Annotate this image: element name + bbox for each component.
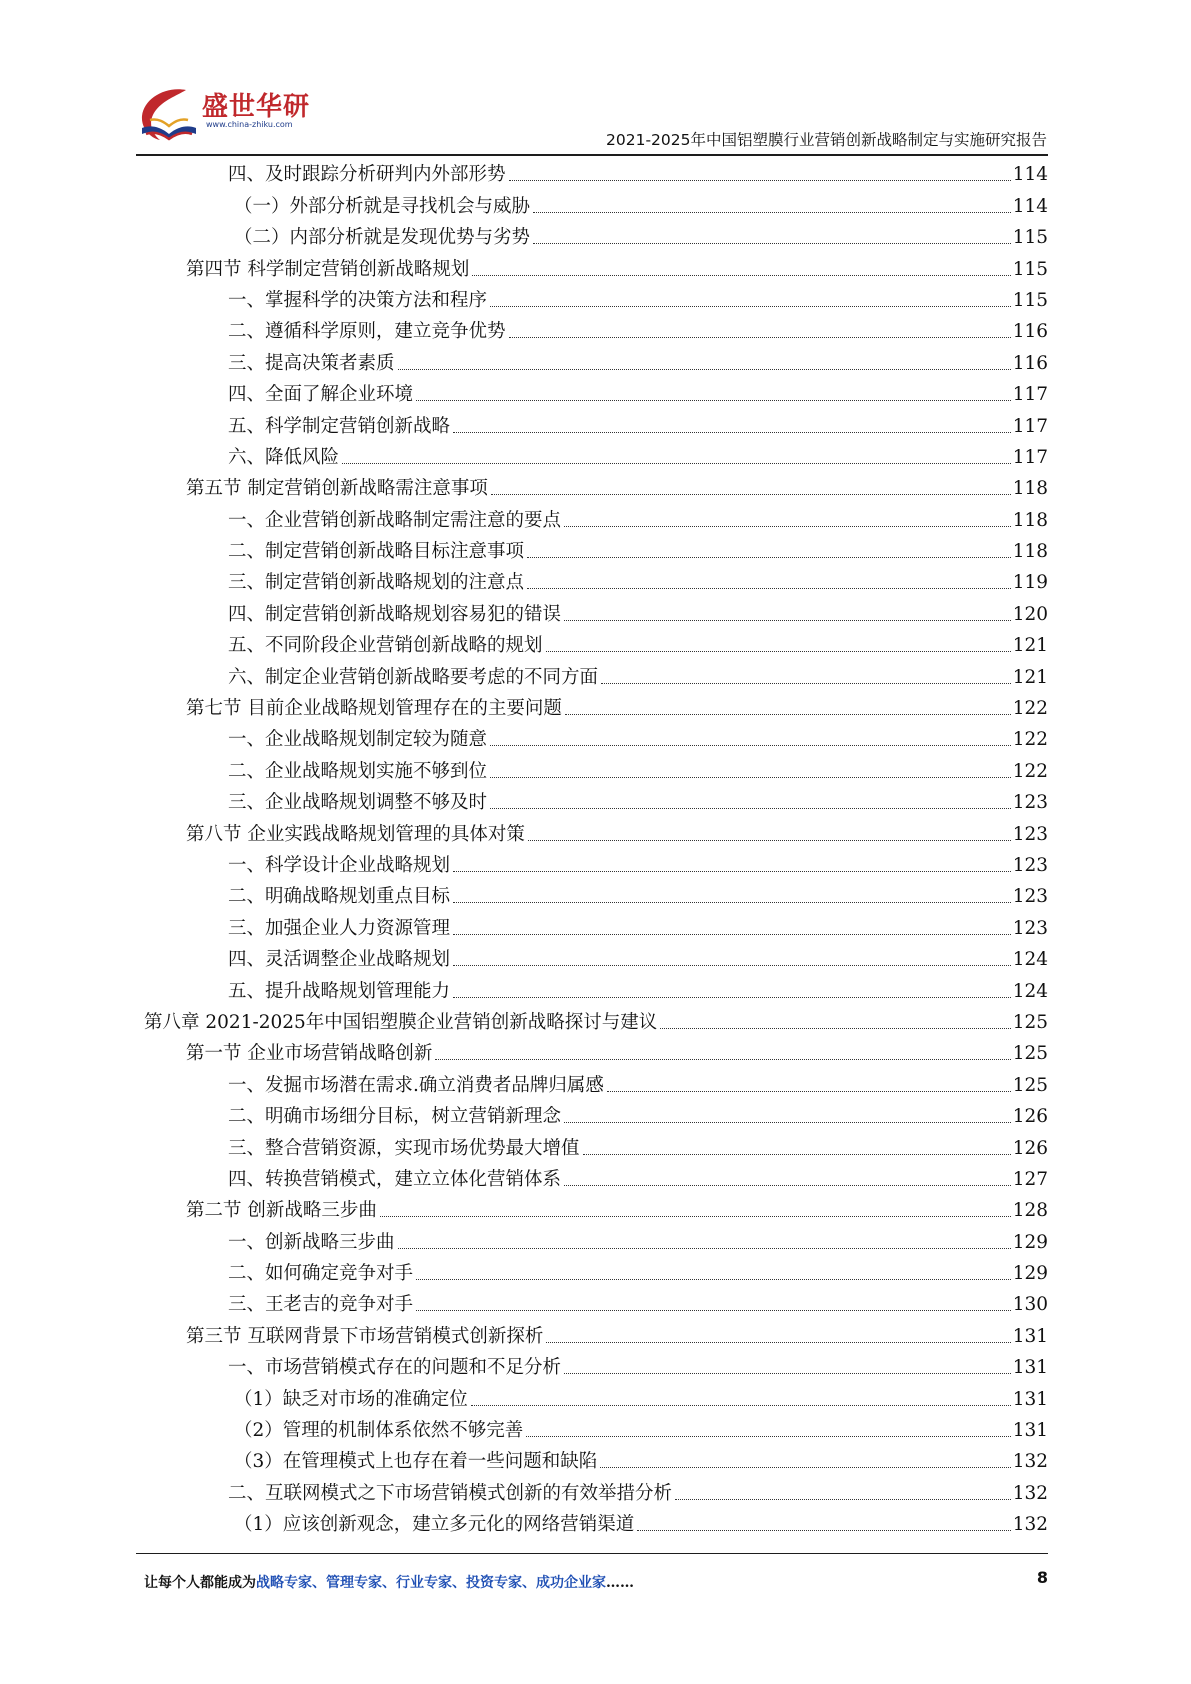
toc-entry-page: 130 <box>1012 1294 1048 1316</box>
toc-leader-dots <box>398 1248 1011 1249</box>
toc-entry-title: 三、企业战略规划调整不够及时 <box>228 792 488 814</box>
toc-entry-page: 124 <box>1012 980 1048 1002</box>
table-of-contents <box>144 159 1048 1540</box>
toc-entry-title: 二、如何确定竞争对手 <box>228 1263 414 1285</box>
toc-entry-title: 三、整合营销资源，实现市场优势最大增值 <box>228 1137 580 1159</box>
toc-entry-title: 一、市场营销模式存在的问题和不足分析 <box>228 1357 562 1379</box>
toc-entry-page: 128 <box>1012 1200 1048 1222</box>
toc-entry[interactable] <box>144 536 1048 567</box>
toc-leader-dots <box>453 997 1011 998</box>
logo-url: www.china-zhiku.com <box>206 120 293 129</box>
toc-entry-title: 四、全面了解企业环境 <box>228 384 414 406</box>
toc-entry-title: （一）外部分析就是寻找机会与威胁 <box>234 195 531 217</box>
toc-entry-page: 131 <box>1012 1388 1048 1410</box>
toc-entry[interactable] <box>144 850 1048 881</box>
toc-leader-dots <box>583 1154 1011 1155</box>
toc-entry-title: 第三节 互联网背景下市场营销模式创新探析 <box>186 1325 544 1347</box>
toc-entry-title: 一、发掘市场潜在需求.确立消费者品牌归属感 <box>228 1074 604 1096</box>
toc-entry-title: 三、提高决策者素质 <box>228 352 395 374</box>
toc-leader-dots <box>398 369 1011 370</box>
toc-entry[interactable] <box>144 818 1048 849</box>
toc-entry-title: 六、降低风险 <box>228 446 340 468</box>
toc-leader-dots <box>533 243 1011 244</box>
toc-entry-page: 123 <box>1012 886 1048 908</box>
toc-leader-dots <box>527 588 1011 589</box>
toc-leader-dots <box>472 275 1010 276</box>
toc-entry-page: 115 <box>1012 289 1048 311</box>
toc-entry-title: 二、明确战略规划重点目标 <box>228 886 451 908</box>
toc-entry[interactable] <box>144 316 1048 347</box>
toc-entry[interactable] <box>144 1320 1048 1351</box>
toc-leader-dots <box>453 902 1011 903</box>
toc-entry-page: 114 <box>1012 195 1048 217</box>
toc-entry-page: 131 <box>1012 1420 1048 1442</box>
toc-entry-title: 第二节 创新战略三步曲 <box>186 1200 377 1222</box>
toc-entry-page: 121 <box>1012 666 1048 688</box>
toc-entry-page: 129 <box>1012 1231 1048 1253</box>
slogan-suffix: …… <box>606 1575 634 1591</box>
toc-entry[interactable] <box>144 1352 1048 1383</box>
logo-emblem-icon <box>136 84 202 146</box>
logo-text: 盛世华研 <box>202 92 311 122</box>
toc-leader-dots <box>564 1122 1011 1123</box>
toc-entry[interactable] <box>144 1477 1048 1508</box>
toc-entry-page: 123 <box>1012 792 1048 814</box>
toc-entry-title: 三、加强企业人力资源管理 <box>228 917 451 939</box>
toc-leader-dots <box>564 1373 1011 1374</box>
toc-entry[interactable] <box>144 912 1048 943</box>
toc-leader-dots <box>342 463 1011 464</box>
toc-entry[interactable] <box>144 598 1048 629</box>
toc-leader-dots <box>453 965 1011 966</box>
toc-leader-dots <box>471 1405 1011 1406</box>
toc-entry-title: 一、企业战略规划制定较为随意 <box>228 729 488 751</box>
toc-leader-dots <box>416 1310 1011 1311</box>
toc-entry[interactable] <box>144 787 1048 818</box>
toc-entry-page: 115 <box>1012 227 1048 249</box>
toc-entry-title: 第五节 制定营销创新战略需注意事项 <box>186 478 488 500</box>
toc-entry-page: 121 <box>1012 635 1048 657</box>
toc-entry-page: 117 <box>1012 446 1048 468</box>
toc-entry-page: 118 <box>1012 541 1048 563</box>
toc-entry-page: 129 <box>1012 1263 1048 1285</box>
toc-entry[interactable] <box>144 285 1048 316</box>
toc-entry[interactable] <box>144 410 1048 441</box>
toc-entry-title: 第八章 2021-2025年中国铝塑膜企业营销创新战略探讨与建议 <box>144 1011 658 1033</box>
toc-leader-dots <box>565 714 1011 715</box>
toc-entry[interactable] <box>144 693 1048 724</box>
toc-entry[interactable] <box>144 1038 1048 1069</box>
toc-entry[interactable] <box>144 661 1048 692</box>
toc-entry-title: 二、明确市场细分目标，树立营销新理念 <box>228 1106 562 1128</box>
toc-entry-page: 131 <box>1012 1325 1048 1347</box>
toc-entry[interactable] <box>144 1132 1048 1163</box>
slogan-prefix: 让每个人都能成为 <box>144 1575 256 1591</box>
report-title: 2021-2025年中国铝塑膜行业营销创新战略制定与实施研究报告 <box>606 131 1047 149</box>
toc-leader-dots <box>416 1279 1011 1280</box>
toc-entry-title: 一、企业营销创新战略制定需注意的要点 <box>228 509 562 531</box>
toc-entry-title: 二、制定营销创新战略目标注意事项 <box>228 541 525 563</box>
toc-entry[interactable] <box>144 975 1048 1006</box>
toc-entry-title: 一、科学设计企业战略规划 <box>228 854 451 876</box>
toc-entry[interactable] <box>144 944 1048 975</box>
toc-entry-page: 117 <box>1012 384 1048 406</box>
toc-leader-dots <box>491 494 1011 495</box>
toc-entry[interactable] <box>144 1446 1048 1477</box>
toc-entry-page: 132 <box>1012 1514 1048 1536</box>
company-logo <box>136 84 336 146</box>
toc-entry-page: 116 <box>1012 352 1048 374</box>
header-divider <box>136 154 1048 156</box>
toc-leader-dots <box>546 651 1011 652</box>
toc-entry-page: 131 <box>1012 1357 1048 1379</box>
toc-leader-dots <box>546 1342 1010 1343</box>
toc-entry-title: 五、提升战略规划管理能力 <box>228 980 451 1002</box>
toc-entry[interactable] <box>144 222 1048 253</box>
toc-entry-page: 132 <box>1012 1482 1048 1504</box>
toc-leader-dots <box>453 934 1011 935</box>
toc-entry[interactable] <box>144 755 1048 786</box>
toc-entry-title: 四、转换营销模式，建立立体化营销体系 <box>228 1168 562 1190</box>
toc-entry[interactable] <box>144 1383 1048 1414</box>
toc-leader-dots <box>600 1467 1010 1468</box>
toc-entry[interactable] <box>144 1258 1048 1289</box>
toc-entry-title: 一、掌握科学的决策方法和程序 <box>228 289 488 311</box>
toc-entry[interactable] <box>144 881 1048 912</box>
toc-entry[interactable] <box>144 1415 1048 1446</box>
toc-entry-title: （2）管理的机制体系依然不够完善 <box>234 1420 524 1442</box>
toc-entry-title: （1）应该创新观念，建立多元化的网络营销渠道 <box>234 1514 635 1536</box>
toc-entry[interactable] <box>144 1226 1048 1257</box>
toc-leader-dots <box>675 1499 1011 1500</box>
toc-leader-dots <box>416 400 1011 401</box>
toc-entry-title: 四、及时跟踪分析研判内外部形势 <box>228 164 506 186</box>
toc-entry-title: 第八节 企业实践战略规划管理的具体对策 <box>186 823 525 845</box>
toc-entry-title: 四、制定营销创新战略规划容易犯的错误 <box>228 603 562 625</box>
toc-entry-title: 四、灵活调整企业战略规划 <box>228 949 451 971</box>
toc-entry[interactable] <box>144 442 1048 473</box>
toc-entry-title: 一、创新战略三步曲 <box>228 1231 395 1253</box>
toc-entry-title: 第一节 企业市场营销战略创新 <box>186 1043 433 1065</box>
toc-entry[interactable] <box>144 567 1048 598</box>
toc-entry[interactable] <box>144 253 1048 284</box>
toc-entry[interactable] <box>144 1069 1048 1100</box>
toc-entry-page: 118 <box>1012 509 1048 531</box>
toc-entry-title: （1）缺乏对市场的准确定位 <box>234 1388 468 1410</box>
toc-leader-dots <box>490 745 1011 746</box>
toc-entry[interactable] <box>144 1509 1048 1540</box>
toc-entry-page: 119 <box>1012 572 1048 594</box>
toc-leader-dots <box>601 683 1011 684</box>
toc-entry-title: 二、企业战略规划实施不够到位 <box>228 760 488 782</box>
toc-entry-title: 五、不同阶段企业营销创新战略的规划 <box>228 635 543 657</box>
toc-entry[interactable] <box>144 504 1048 535</box>
toc-entry-page: 124 <box>1012 949 1048 971</box>
toc-entry[interactable] <box>144 1195 1048 1226</box>
toc-entry-page: 117 <box>1012 415 1048 437</box>
toc-entry-title: 六、制定企业营销创新战略要考虑的不同方面 <box>228 666 599 688</box>
toc-entry-page: 115 <box>1012 258 1048 280</box>
toc-entry[interactable] <box>144 379 1048 410</box>
toc-entry-page: 125 <box>1012 1074 1048 1096</box>
footer-divider <box>136 1553 1048 1554</box>
toc-entry-page: 122 <box>1012 698 1048 720</box>
toc-entry[interactable] <box>144 1007 1048 1038</box>
page-number: 8 <box>1036 1568 1048 1587</box>
toc-entry[interactable] <box>144 724 1048 755</box>
toc-entry-title: 第四节 科学制定营销创新战略规划 <box>186 258 470 280</box>
toc-entry[interactable] <box>144 1289 1048 1320</box>
toc-leader-dots <box>509 337 1011 338</box>
toc-entry-page: 127 <box>1012 1168 1048 1190</box>
toc-leader-dots <box>453 871 1011 872</box>
toc-leader-dots <box>637 1530 1010 1531</box>
toc-leader-dots <box>509 180 1011 181</box>
toc-entry[interactable] <box>144 1164 1048 1195</box>
toc-leader-dots <box>607 1091 1011 1092</box>
toc-leader-dots <box>533 212 1011 213</box>
toc-entry-page: 126 <box>1012 1106 1048 1128</box>
toc-entry-page: 123 <box>1012 854 1048 876</box>
toc-entry-page: 122 <box>1012 760 1048 782</box>
toc-entry[interactable] <box>144 630 1048 661</box>
toc-entry-page: 125 <box>1012 1011 1048 1033</box>
toc-entry-title: 三、制定营销创新战略规划的注意点 <box>228 572 525 594</box>
toc-leader-dots <box>435 1059 1010 1060</box>
toc-entry-title: 五、科学制定营销创新战略 <box>228 415 451 437</box>
toc-entry-page: 122 <box>1012 729 1048 751</box>
toc-entry-page: 116 <box>1012 321 1048 343</box>
toc-leader-dots <box>453 432 1011 433</box>
toc-entry-page: 123 <box>1012 823 1048 845</box>
toc-leader-dots <box>660 1028 1010 1029</box>
toc-leader-dots <box>526 1436 1010 1437</box>
toc-leader-dots <box>564 1185 1011 1186</box>
toc-leader-dots <box>490 777 1011 778</box>
toc-entry[interactable] <box>144 1101 1048 1132</box>
toc-entry-page: 120 <box>1012 603 1048 625</box>
toc-entry-title: 第七节 目前企业战略规划管理存在的主要问题 <box>186 698 562 720</box>
toc-entry-title: （3）在管理模式上也存在着一些问题和缺陷 <box>234 1451 598 1473</box>
toc-leader-dots <box>527 557 1011 558</box>
toc-entry-title: （二）内部分析就是发现优势与劣势 <box>234 227 531 249</box>
toc-entry-page: 125 <box>1012 1043 1048 1065</box>
toc-leader-dots <box>490 306 1011 307</box>
toc-entry[interactable] <box>144 473 1048 504</box>
toc-entry-page: 132 <box>1012 1451 1048 1473</box>
footer-slogan <box>144 1572 634 1592</box>
toc-entry-title: 二、互联网模式之下市场营销模式创新的有效举措分析 <box>228 1482 673 1504</box>
toc-entry-title: 二、遵循科学原则，建立竞争优势 <box>228 321 506 343</box>
toc-leader-dots <box>490 808 1011 809</box>
toc-entry-title: 三、王老吉的竞争对手 <box>228 1294 414 1316</box>
toc-entry-page: 114 <box>1012 164 1048 186</box>
toc-leader-dots <box>564 620 1011 621</box>
toc-leader-dots <box>528 840 1011 841</box>
toc-entry-page: 126 <box>1012 1137 1048 1159</box>
toc-leader-dots <box>380 1216 1011 1217</box>
toc-entry-page: 123 <box>1012 917 1048 939</box>
toc-entry[interactable] <box>144 190 1048 221</box>
toc-entry[interactable] <box>144 347 1048 378</box>
slogan-highlight: 战略专家、管理专家、行业专家、投资专家、成功企业家 <box>256 1575 606 1591</box>
toc-entry[interactable] <box>144 159 1048 190</box>
toc-entry-page: 118 <box>1012 478 1048 500</box>
toc-leader-dots <box>564 526 1011 527</box>
page-header <box>0 0 1191 160</box>
